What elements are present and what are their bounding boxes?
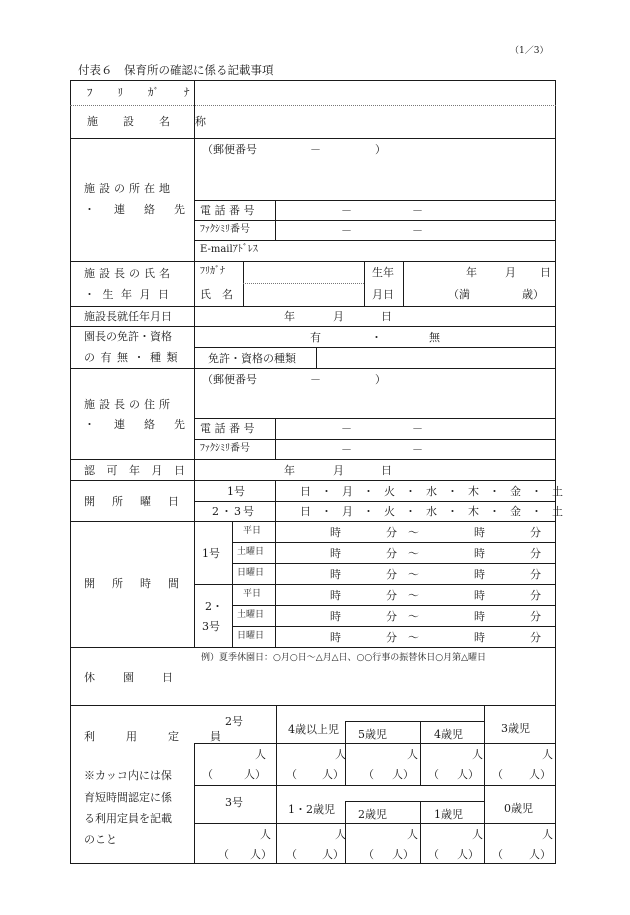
director-phone-dash-1: － <box>341 422 352 435</box>
hours-23-saturday-hour-from: 時 <box>330 610 341 623</box>
license-separator: ・ <box>371 331 382 344</box>
hours-23-sunday-tilde: ～ <box>408 631 419 644</box>
hours-1-weekday-label: 平日 <box>243 526 262 536</box>
cap2-total-unit: 人 <box>255 748 266 761</box>
cap3-age0-paren-open: （ <box>492 848 503 861</box>
cap3-age2-unit: 人 <box>407 828 418 841</box>
hours-1-weekday-hour-from: 時 <box>330 526 341 539</box>
open-hours-type23-a: 2・ <box>205 600 223 613</box>
director-postal-dash: － <box>310 373 321 386</box>
approval-month: 月 <box>333 464 344 477</box>
director-furigana-label: ﾌﾘｶﾞﾅ <box>200 266 225 277</box>
facility-phone-label: 電 話 番 号 <box>200 204 255 217</box>
page-number: （1／3） <box>510 46 549 56</box>
capacity-age1-label: 1歳児 <box>434 808 463 821</box>
facility-name-field[interactable] <box>196 82 553 136</box>
director-address-field[interactable] <box>196 390 553 416</box>
cap2-age4-unit: 人 <box>472 748 483 761</box>
director-contact-label: ・ 連 絡 先 <box>84 418 189 431</box>
facility-email-field[interactable] <box>277 241 553 260</box>
open-hours-type1: 1号 <box>202 547 220 560</box>
facility-fax-dash-2: － <box>412 224 423 237</box>
open-days-type1: 1号 <box>227 485 245 498</box>
license-has-option[interactable]: 有 <box>310 331 321 344</box>
capacity-note-4: のこと <box>84 833 117 846</box>
cap2-over4-paren-close: 人） <box>322 768 344 781</box>
cap2-age4-paren-close: 人） <box>457 768 479 781</box>
director-birth-month: 月 <box>505 266 516 279</box>
hours-23-sunday-hour-to: 時 <box>474 631 485 644</box>
hours-1-weekday-tilde: ～ <box>408 526 419 539</box>
cap3-age12-paren-close: 人） <box>322 848 344 861</box>
cap3-age2-paren-open: （ <box>363 848 374 861</box>
director-fax-field[interactable] <box>277 441 553 458</box>
approval-year: 年 <box>284 464 295 477</box>
cap3-age0-paren-close: 人） <box>529 848 551 861</box>
open-days-type23-days[interactable]: 日・月・火・水・木・金・土 <box>300 505 573 518</box>
approval-field[interactable] <box>196 462 553 479</box>
cap3-age12-paren-open: （ <box>286 848 297 861</box>
cap2-age5-paren-open: （ <box>363 768 374 781</box>
director-address-label: 施設長の住所 <box>84 398 174 411</box>
cap2-over4-unit: 人 <box>335 748 346 761</box>
hours-23-weekday-min-to: 分 <box>530 589 541 602</box>
director-age-close: 歳） <box>522 288 544 301</box>
capacity-age4-label: 4歳児 <box>434 728 463 741</box>
cap2-over4-paren-open: （ <box>286 768 297 781</box>
hours-1-sunday-min-from: 分 <box>386 568 397 581</box>
capacity-age2-label: 2歳児 <box>358 808 387 821</box>
hours-23-sunday-min-to: 分 <box>530 631 541 644</box>
facility-fax-label: ﾌｧｸｼﾐﾘ番号 <box>200 224 250 235</box>
holidays-field[interactable] <box>196 668 553 703</box>
appointment-day: 日 <box>381 310 392 323</box>
license-none-option[interactable]: 無 <box>429 331 440 344</box>
approval-day: 日 <box>381 464 392 477</box>
director-birth-label-1: 生年 <box>372 266 394 279</box>
form-title: 付表６ 保育所の確認に係る記載事項 <box>78 63 274 77</box>
hours-1-weekday-min-from: 分 <box>386 526 397 539</box>
director-fax-dash-1: － <box>341 443 352 456</box>
director-phone-label: 電 話 番 号 <box>200 422 255 435</box>
director-postal-close: ） <box>375 373 386 386</box>
director-birth-label: ・ 生 年 月 日 <box>84 288 171 301</box>
cap2-age4-paren-open: （ <box>428 768 439 781</box>
director-postal-label: （郵便番号 <box>202 373 257 386</box>
hours-1-saturday-min-to: 分 <box>530 547 541 560</box>
appointment-year: 年 <box>284 310 295 323</box>
hours-23-weekday-hour-from: 時 <box>330 589 341 602</box>
hours-1-weekday-min-to: 分 <box>530 526 541 539</box>
license-type-label: 免許・資格の種類 <box>208 352 296 365</box>
holidays-example: 例）夏季休園日：○月○日～△月△日、○○行事の振替休日○月第△曜日 <box>201 653 487 663</box>
hours-23-weekday-tilde: ～ <box>408 589 419 602</box>
holidays-label: 休 園 日 <box>84 671 175 684</box>
cap3-age2-paren-close: 人） <box>392 848 414 861</box>
hours-1-sunday-tilde: ～ <box>408 568 419 581</box>
facility-email-label: E-mailｱﾄﾞﾚｽ <box>200 244 258 255</box>
facility-phone-dash-1: － <box>341 204 352 217</box>
hours-23-sunday-hour-from: 時 <box>330 631 341 644</box>
director-name-field[interactable] <box>245 263 363 305</box>
director-name-field-label: 氏 名 <box>200 288 233 301</box>
hours-23-weekday-label: 平日 <box>243 589 262 599</box>
facility-phone-dash-2: － <box>412 204 423 217</box>
capacity-note-2: 育短時間認定に係 <box>84 791 172 804</box>
capacity-type2-label: 2号 <box>225 715 243 728</box>
hours-1-saturday-hour-from: 時 <box>330 547 341 560</box>
license-label-1: 園長の免許・資格 <box>84 330 172 343</box>
director-phone-field[interactable] <box>277 420 553 438</box>
license-label-2: の 有 無 ・ 種 類 <box>84 351 179 364</box>
cap3-age1-unit: 人 <box>472 828 483 841</box>
open-days-type23: 2・3号 <box>212 505 256 518</box>
director-appointment-label: 施設長就任年月日 <box>84 310 172 323</box>
director-fax-dash-2: － <box>412 443 423 456</box>
open-days-label: 開 所 曜 日 <box>84 495 182 508</box>
hours-1-weekday-hour-to: 時 <box>474 526 485 539</box>
hours-23-saturday-tilde: ～ <box>408 610 419 623</box>
license-type-field[interactable] <box>318 349 553 367</box>
cap2-age3-paren-close: 人） <box>529 768 551 781</box>
facility-contact-label: ・ 連 絡 先 <box>84 203 189 216</box>
open-hours-type23-b: 3号 <box>202 620 220 633</box>
hours-23-weekday-min-from: 分 <box>386 589 397 602</box>
director-birth-label-2: 月日 <box>372 288 394 301</box>
appointment-month: 月 <box>333 310 344 323</box>
facility-postal-dash: － <box>310 143 321 156</box>
hours-1-sunday-min-to: 分 <box>530 568 541 581</box>
open-days-type1-days[interactable]: 日・月・火・水・木・金・土 <box>300 485 573 498</box>
director-birth-day: 日 <box>540 266 551 279</box>
director-name-label: 施設長の氏名 <box>84 267 174 280</box>
capacity-note-1: ※カッコ内には保 <box>84 769 172 782</box>
hours-1-saturday-hour-to: 時 <box>474 547 485 560</box>
facility-postal-close: ） <box>375 143 386 156</box>
facility-fax-field[interactable] <box>277 221 553 239</box>
hours-23-saturday-hour-to: 時 <box>474 610 485 623</box>
director-birth-field[interactable] <box>405 263 553 305</box>
appointment-field[interactable] <box>196 308 553 325</box>
cap2-age3-unit: 人 <box>542 748 553 761</box>
capacity-over4-label: 4歳以上児 <box>288 723 339 736</box>
cap2-age5-unit: 人 <box>407 748 418 761</box>
director-birth-year: 年 <box>466 266 477 279</box>
hours-23-weekday-hour-to: 時 <box>474 589 485 602</box>
director-fax-label: ﾌｧｸｼﾐﾘ番号 <box>200 443 250 454</box>
capacity-type3-label: 3号 <box>225 796 243 809</box>
hours-1-saturday-tilde: ～ <box>408 547 419 560</box>
cap3-age1-paren-close: 人） <box>457 848 479 861</box>
facility-address-field[interactable] <box>196 160 553 198</box>
cap3-total-unit: 人 <box>260 828 271 841</box>
open-hours-label: 開 所 時 間 <box>84 577 182 590</box>
cap3-age1-paren-open: （ <box>428 848 439 861</box>
cap3-age12-unit: 人 <box>335 828 346 841</box>
cap2-total-paren-close: 人） <box>244 768 266 781</box>
hours-1-saturday-label: 土曜日 <box>237 547 265 557</box>
capacity-note-3: る利用定員を記載 <box>84 812 172 825</box>
director-phone-dash-2: － <box>412 422 423 435</box>
facility-phone-field[interactable] <box>277 201 553 219</box>
hours-23-saturday-min-from: 分 <box>386 610 397 623</box>
cap2-age5-paren-close: 人） <box>392 768 414 781</box>
cap2-total-paren-open: （ <box>202 768 213 781</box>
cap3-total-paren-open: （ <box>218 848 229 861</box>
capacity-label: 利 用 定 員 <box>84 730 231 743</box>
cap2-age3-paren-open: （ <box>492 768 503 781</box>
hours-1-saturday-min-from: 分 <box>386 547 397 560</box>
facility-name-label: 施 設 名 称 <box>87 115 213 128</box>
facility-address-label: 施設の所在地 <box>84 182 174 195</box>
facility-postal-label: （郵便番号 <box>202 143 257 156</box>
capacity-age12-label: 1・2歳児 <box>288 803 335 816</box>
capacity-age0-label: 0歳児 <box>504 802 533 815</box>
facility-furigana-label: ﾌ ﾘ ｶﾞ ﾅ <box>87 86 197 99</box>
capacity-age5-label: 5歳児 <box>358 728 387 741</box>
director-age-open: （満 <box>448 288 470 301</box>
cap3-age0-unit: 人 <box>542 828 553 841</box>
cap3-total-paren-close: 人） <box>250 848 272 861</box>
facility-fax-dash-1: － <box>341 224 352 237</box>
hours-1-sunday-hour-from: 時 <box>330 568 341 581</box>
hours-23-saturday-min-to: 分 <box>530 610 541 623</box>
capacity-age3-label: 3歳児 <box>501 722 530 735</box>
approval-label: 認 可 年 月 日 <box>84 464 189 477</box>
hours-23-sunday-min-from: 分 <box>386 631 397 644</box>
hours-23-saturday-label: 土曜日 <box>237 610 265 620</box>
hours-23-sunday-label: 日曜日 <box>237 631 265 641</box>
hours-1-sunday-label: 日曜日 <box>237 568 265 578</box>
hours-1-sunday-hour-to: 時 <box>474 568 485 581</box>
